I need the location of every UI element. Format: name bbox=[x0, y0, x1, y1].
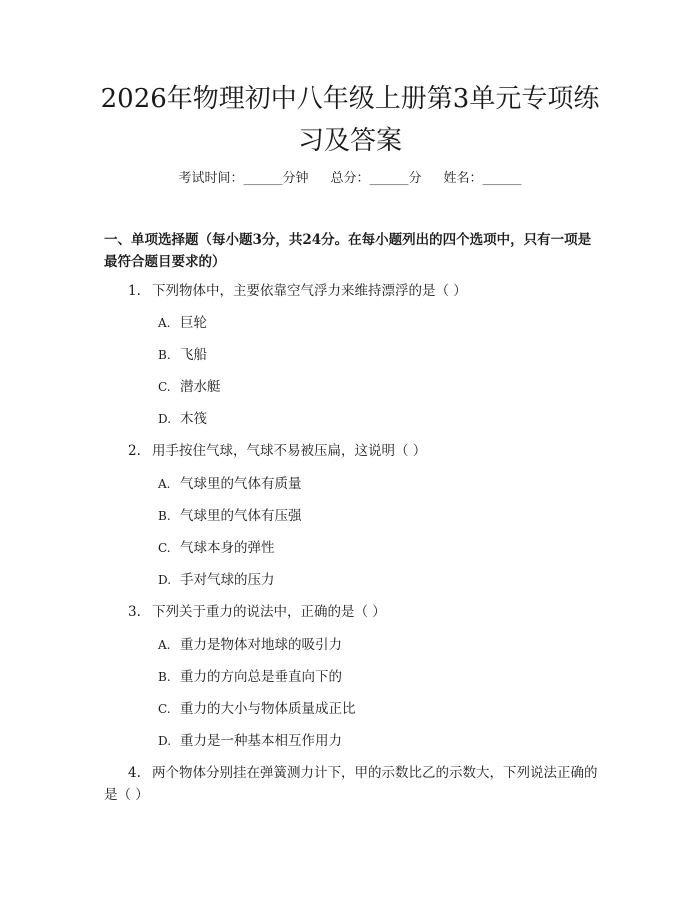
question-number: 4. bbox=[128, 765, 141, 781]
option-1a bbox=[158, 313, 207, 333]
question-text: 下列物体中，主要依靠空气浮力来维持漂浮的是（ ） bbox=[152, 283, 467, 299]
option-text: 重力的方向总是垂直向下的 bbox=[180, 669, 342, 685]
option-2d bbox=[158, 570, 275, 590]
exam-time-label: 考试时间：______分钟 bbox=[178, 171, 309, 186]
option-letter: A. bbox=[158, 477, 171, 491]
option-1c bbox=[158, 377, 221, 397]
section-heading: 一、单项选择题（每小题3分，共24分。在每小题列出的四个选项中，只有一项是最符合题目要求的） bbox=[104, 232, 592, 270]
option-3c bbox=[158, 699, 356, 719]
option-text: 巨轮 bbox=[180, 315, 207, 331]
option-text: 飞船 bbox=[180, 347, 207, 363]
page-title: 2026年物理初中八年级上册第3单元专项练习及答案 bbox=[100, 84, 600, 156]
option-1d bbox=[158, 409, 207, 429]
option-text: 重力的大小与物体质量成正比 bbox=[180, 701, 356, 717]
option-1b bbox=[158, 345, 207, 365]
option-3a bbox=[158, 635, 342, 655]
question-4 bbox=[104, 762, 604, 806]
option-text: 重力是一种基本相互作用力 bbox=[180, 733, 342, 749]
option-text: 手对气球的压力 bbox=[180, 572, 275, 588]
question-text: 用手按住气球，气球不易被压扁，这说明（ ） bbox=[152, 443, 427, 459]
option-text: 潜水艇 bbox=[180, 379, 221, 395]
question-text: 下列关于重力的说法中，正确的是（ ） bbox=[152, 604, 386, 620]
option-text: 气球本身的弹性 bbox=[180, 540, 275, 556]
option-3d bbox=[158, 731, 342, 751]
question-2 bbox=[104, 440, 604, 462]
option-letter: D. bbox=[158, 734, 172, 748]
option-letter: D. bbox=[158, 573, 172, 587]
question-number: 2. bbox=[128, 443, 141, 459]
student-name-label: 姓名：______ bbox=[443, 171, 522, 186]
question-text: 两个物体分别挂在弹簧测力计下，甲的示数比乙的示数大，下列说法正确的是（ ） bbox=[104, 765, 598, 803]
option-text: 气球里的气体有压强 bbox=[180, 508, 302, 524]
option-3b bbox=[158, 667, 342, 687]
option-text: 重力是物体对地球的吸引力 bbox=[180, 637, 342, 653]
option-text: 木筏 bbox=[180, 411, 207, 427]
option-text: 气球里的气体有质量 bbox=[180, 476, 302, 492]
total-score-label: 总分：______分 bbox=[330, 171, 422, 186]
option-2c bbox=[158, 538, 275, 558]
option-letter: C. bbox=[158, 380, 171, 394]
exam-info bbox=[0, 170, 700, 188]
option-letter: B. bbox=[158, 509, 171, 523]
option-2a bbox=[158, 474, 302, 494]
question-number: 1. bbox=[128, 283, 141, 299]
option-letter: B. bbox=[158, 348, 171, 362]
question-1 bbox=[104, 280, 604, 302]
option-letter: C. bbox=[158, 541, 171, 555]
option-letter: B. bbox=[158, 670, 171, 684]
question-number: 3. bbox=[128, 604, 141, 620]
option-letter: A. bbox=[158, 316, 171, 330]
option-letter: A. bbox=[158, 638, 171, 652]
option-letter: D. bbox=[158, 412, 172, 426]
option-letter: C. bbox=[158, 702, 171, 716]
option-2b bbox=[158, 506, 302, 526]
question-3 bbox=[104, 601, 604, 623]
